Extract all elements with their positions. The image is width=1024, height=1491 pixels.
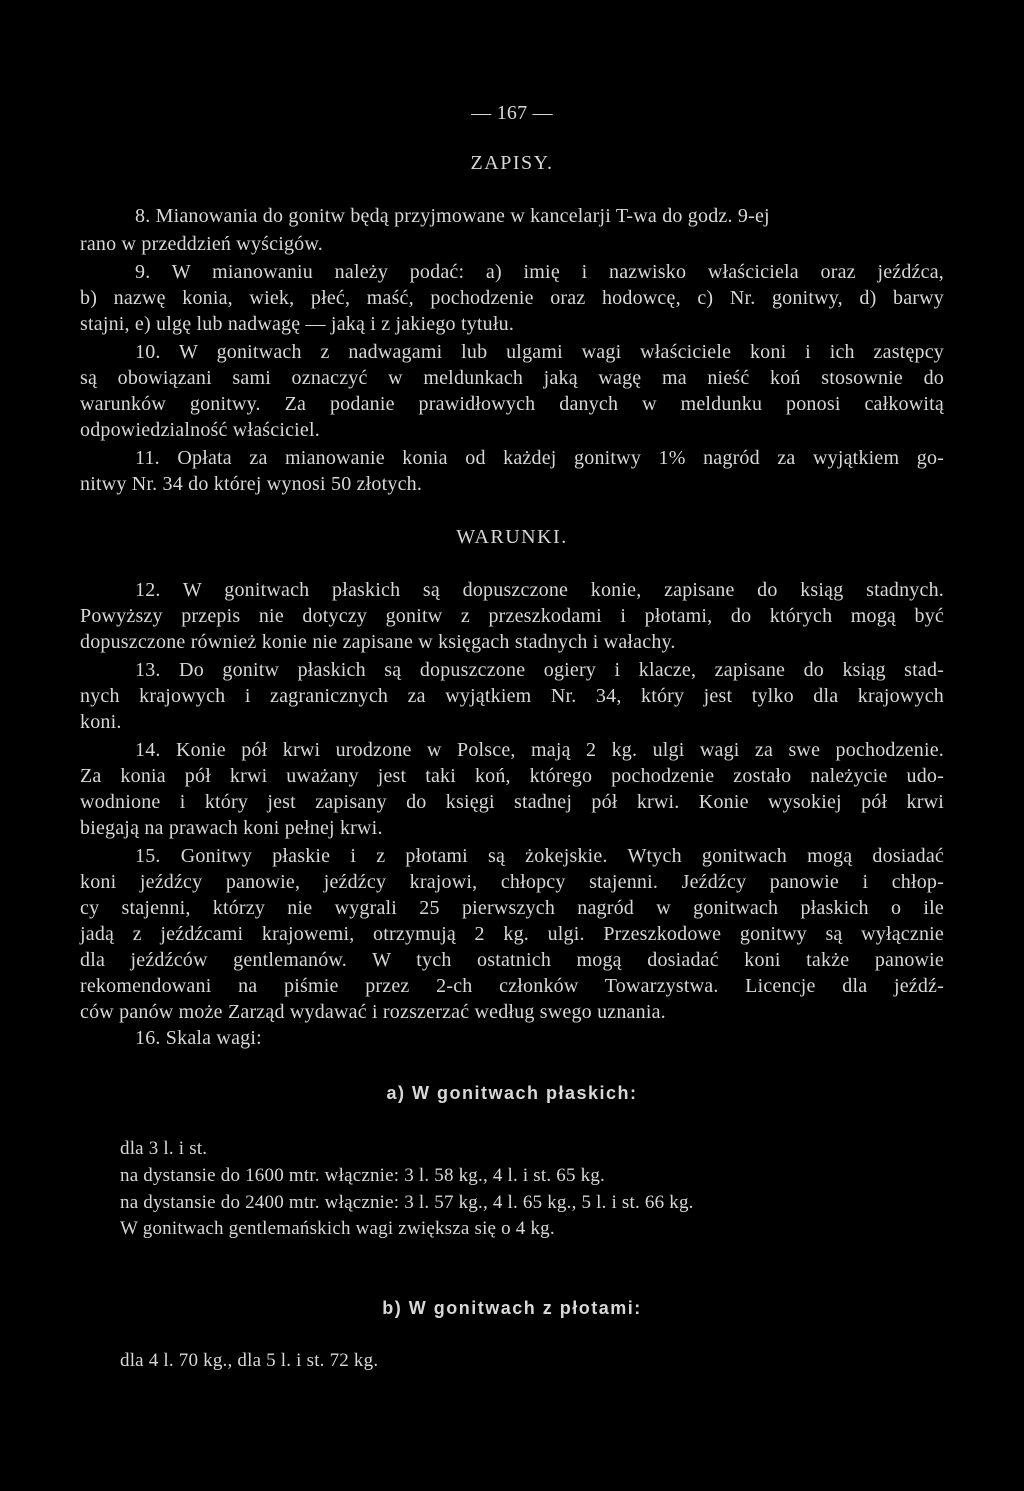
paragraph-line: koni jeźdźcy panowie, jeźdźcy krajowi, chłopcy stajenni. Jeźdźcy panowie i chłop- [80, 871, 944, 893]
paragraph-line: 12. W gonitwach płaskich są dopuszczone konie, zapisane do ksiąg stadnych. [135, 579, 944, 601]
paragraph-line: b) nazwę konia, wiek, płeć, maść, pochodzenie oraz hodowcę, c) Nr. gonitwy, d) barwy [80, 287, 944, 309]
paragraph-line: stajni, e) ulgę lub nadwagę — jaką i z jakiego tytułu. [80, 313, 515, 335]
paragraph-line: cy stajenni, którzy nie wygrali 25 pierwszych nagród w gonitwach płaskich o ile [80, 897, 944, 919]
weight-scale-line: dla 3 l. i st. [120, 1138, 208, 1159]
subsection-title-a: a) W gonitwach płaskich: [386, 1083, 638, 1103]
paragraph-line: 13. Do gonitw płaskich są dopuszczone ogiery i klacze, zapisane do ksiąg stad- [135, 659, 944, 681]
subsection-title-b: b) W gonitwach z płotami: [382, 1298, 642, 1318]
paragraph-line: 14. Konie pół krwi urodzone w Polsce, mają 2 kg. ulgi wagi za swe pochodzenie. [135, 739, 944, 761]
paragraph-line: rano w przeddzień wyścigów. [80, 233, 323, 255]
paragraph-line: 15. Gonitwy płaskie i z płotami są żokejskie. Wtych gonitwach mogą dosiadać [135, 845, 944, 867]
paragraph-line: odpowiedzialność właściciel. [80, 419, 320, 441]
weight-scale-line: na dystansie do 2400 mtr. włącznie: 3 l. 57 kg., 4 l. 65 kg., 5 l. i st. 66 kg. [120, 1192, 694, 1213]
paragraph-line: 16. Skala wagi: [135, 1027, 262, 1049]
paragraph-line: dla jeźdźców gentlemanów. W tych ostatnich mogą dosiadać koni także panowie [80, 949, 944, 971]
paragraph-line: warunków gonitwy. Za podanie prawidłowych danych w meldunku ponosi całkowitą [80, 393, 944, 415]
paragraph-line: koni. [80, 711, 122, 733]
paragraph-line: 10. W gonitwach z nadwagami lub ulgami wagi właściciele koni i ich zastępcy [135, 341, 944, 363]
weight-scale-line: dla 4 l. 70 kg., dla 5 l. i st. 72 kg. [120, 1350, 379, 1371]
paragraph-line: jadą z jeźdźcami krajowemi, otrzymują 2 kg. ulgi. Przeszkodowe gonitwy są wyłącznie [80, 923, 944, 945]
paragraph-line: nych krajowych i zagranicznych za wyjątkiem Nr. 34, który jest tylko dla krajowych [80, 685, 944, 707]
paragraph-line: nitwy Nr. 34 do której wynosi 50 złotych. [80, 473, 423, 495]
paragraph-line: biegają na prawach koni pełnej krwi. [80, 817, 383, 839]
paragraph-line: wodnione i który jest zapisany do księgi stadnej pół krwi. Konie wysokiej pół krwi [80, 791, 944, 813]
paragraph-line: są obowiązani sami oznaczyć w meldunkach jaką wagę ma nieść koń stosownie do [80, 367, 944, 389]
paragraph-line: dopuszczone również konie nie zapisane w księgach stadnych i wałachy. [80, 631, 676, 653]
paragraph-line: Powyższy przepis nie dotyczy gonitw z przeszkodami i płotami, do których mogą być [80, 605, 944, 627]
paragraph-line: 9. W mianowaniu należy podać: a) imię i nazwisko właściciela oraz jeźdźca, [135, 261, 944, 283]
paragraph-line: rekomendowani na piśmie przez 2-ch członków Towarzystwa. Licencje dla jeźdź- [80, 975, 944, 997]
page-number: — 167 — [471, 102, 553, 124]
paragraph-line: 11. Opłata za mianowanie konia od każdej gonitwy 1% nagród za wyjątkiem go- [135, 447, 944, 469]
paragraph-line: ców panów może Zarząd wydawać i rozszerzać według swego uznania. [80, 1001, 666, 1023]
paragraph-line: 8. Mianowania do gonitw będą przyjmowane w kancelarji T-wa do godz. 9-ej [135, 205, 770, 227]
section-title-warunki: WARUNKI. [456, 526, 568, 548]
paragraph-line: Za konia pół krwi uważany jest taki koń, którego pochodzenie zostało należycie udo- [80, 765, 944, 787]
weight-scale-line: na dystansie do 1600 mtr. włącznie: 3 l. 58 kg., 4 l. i st. 65 kg. [120, 1165, 605, 1186]
weight-scale-line: W gonitwach gentlemańskich wagi zwiększa się o 4 kg. [120, 1218, 555, 1239]
section-title-zapisy: ZAPISY. [470, 152, 554, 174]
